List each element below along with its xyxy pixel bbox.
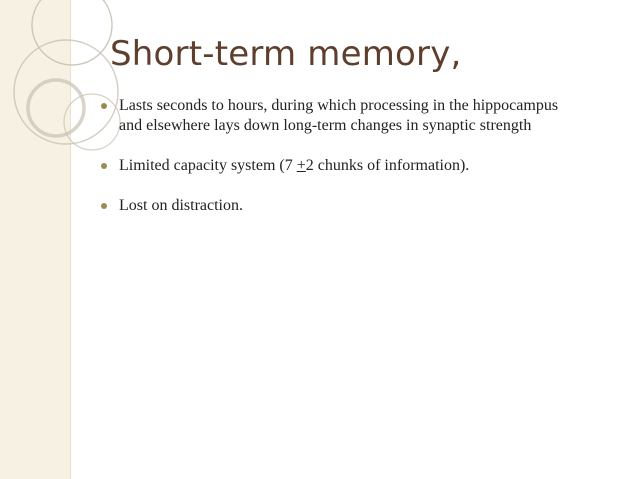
bullet-icon — [101, 203, 107, 209]
bullet-text-after: 2 chunks of information). — [305, 157, 470, 174]
slide-title: Short-term memory, — [110, 34, 462, 74]
bullet-icon — [101, 103, 107, 109]
bullet-icon — [101, 163, 107, 169]
bullet-list — [100, 96, 570, 236]
bullet-text: Lasts seconds to hours, during which processing in the hippocampus and elsewhere lays down long-term changes in synaptic strength — [119, 97, 559, 134]
bullet-item — [100, 196, 570, 216]
bullet-item — [100, 156, 570, 176]
bullet-text — [119, 157, 469, 174]
plus-minus-underlined: + — [296, 157, 306, 174]
bullet-text: Lost on distraction. — [119, 197, 243, 214]
bullet-text-before: Limited capacity system (7 — [119, 157, 297, 174]
bullet-item — [100, 96, 570, 136]
